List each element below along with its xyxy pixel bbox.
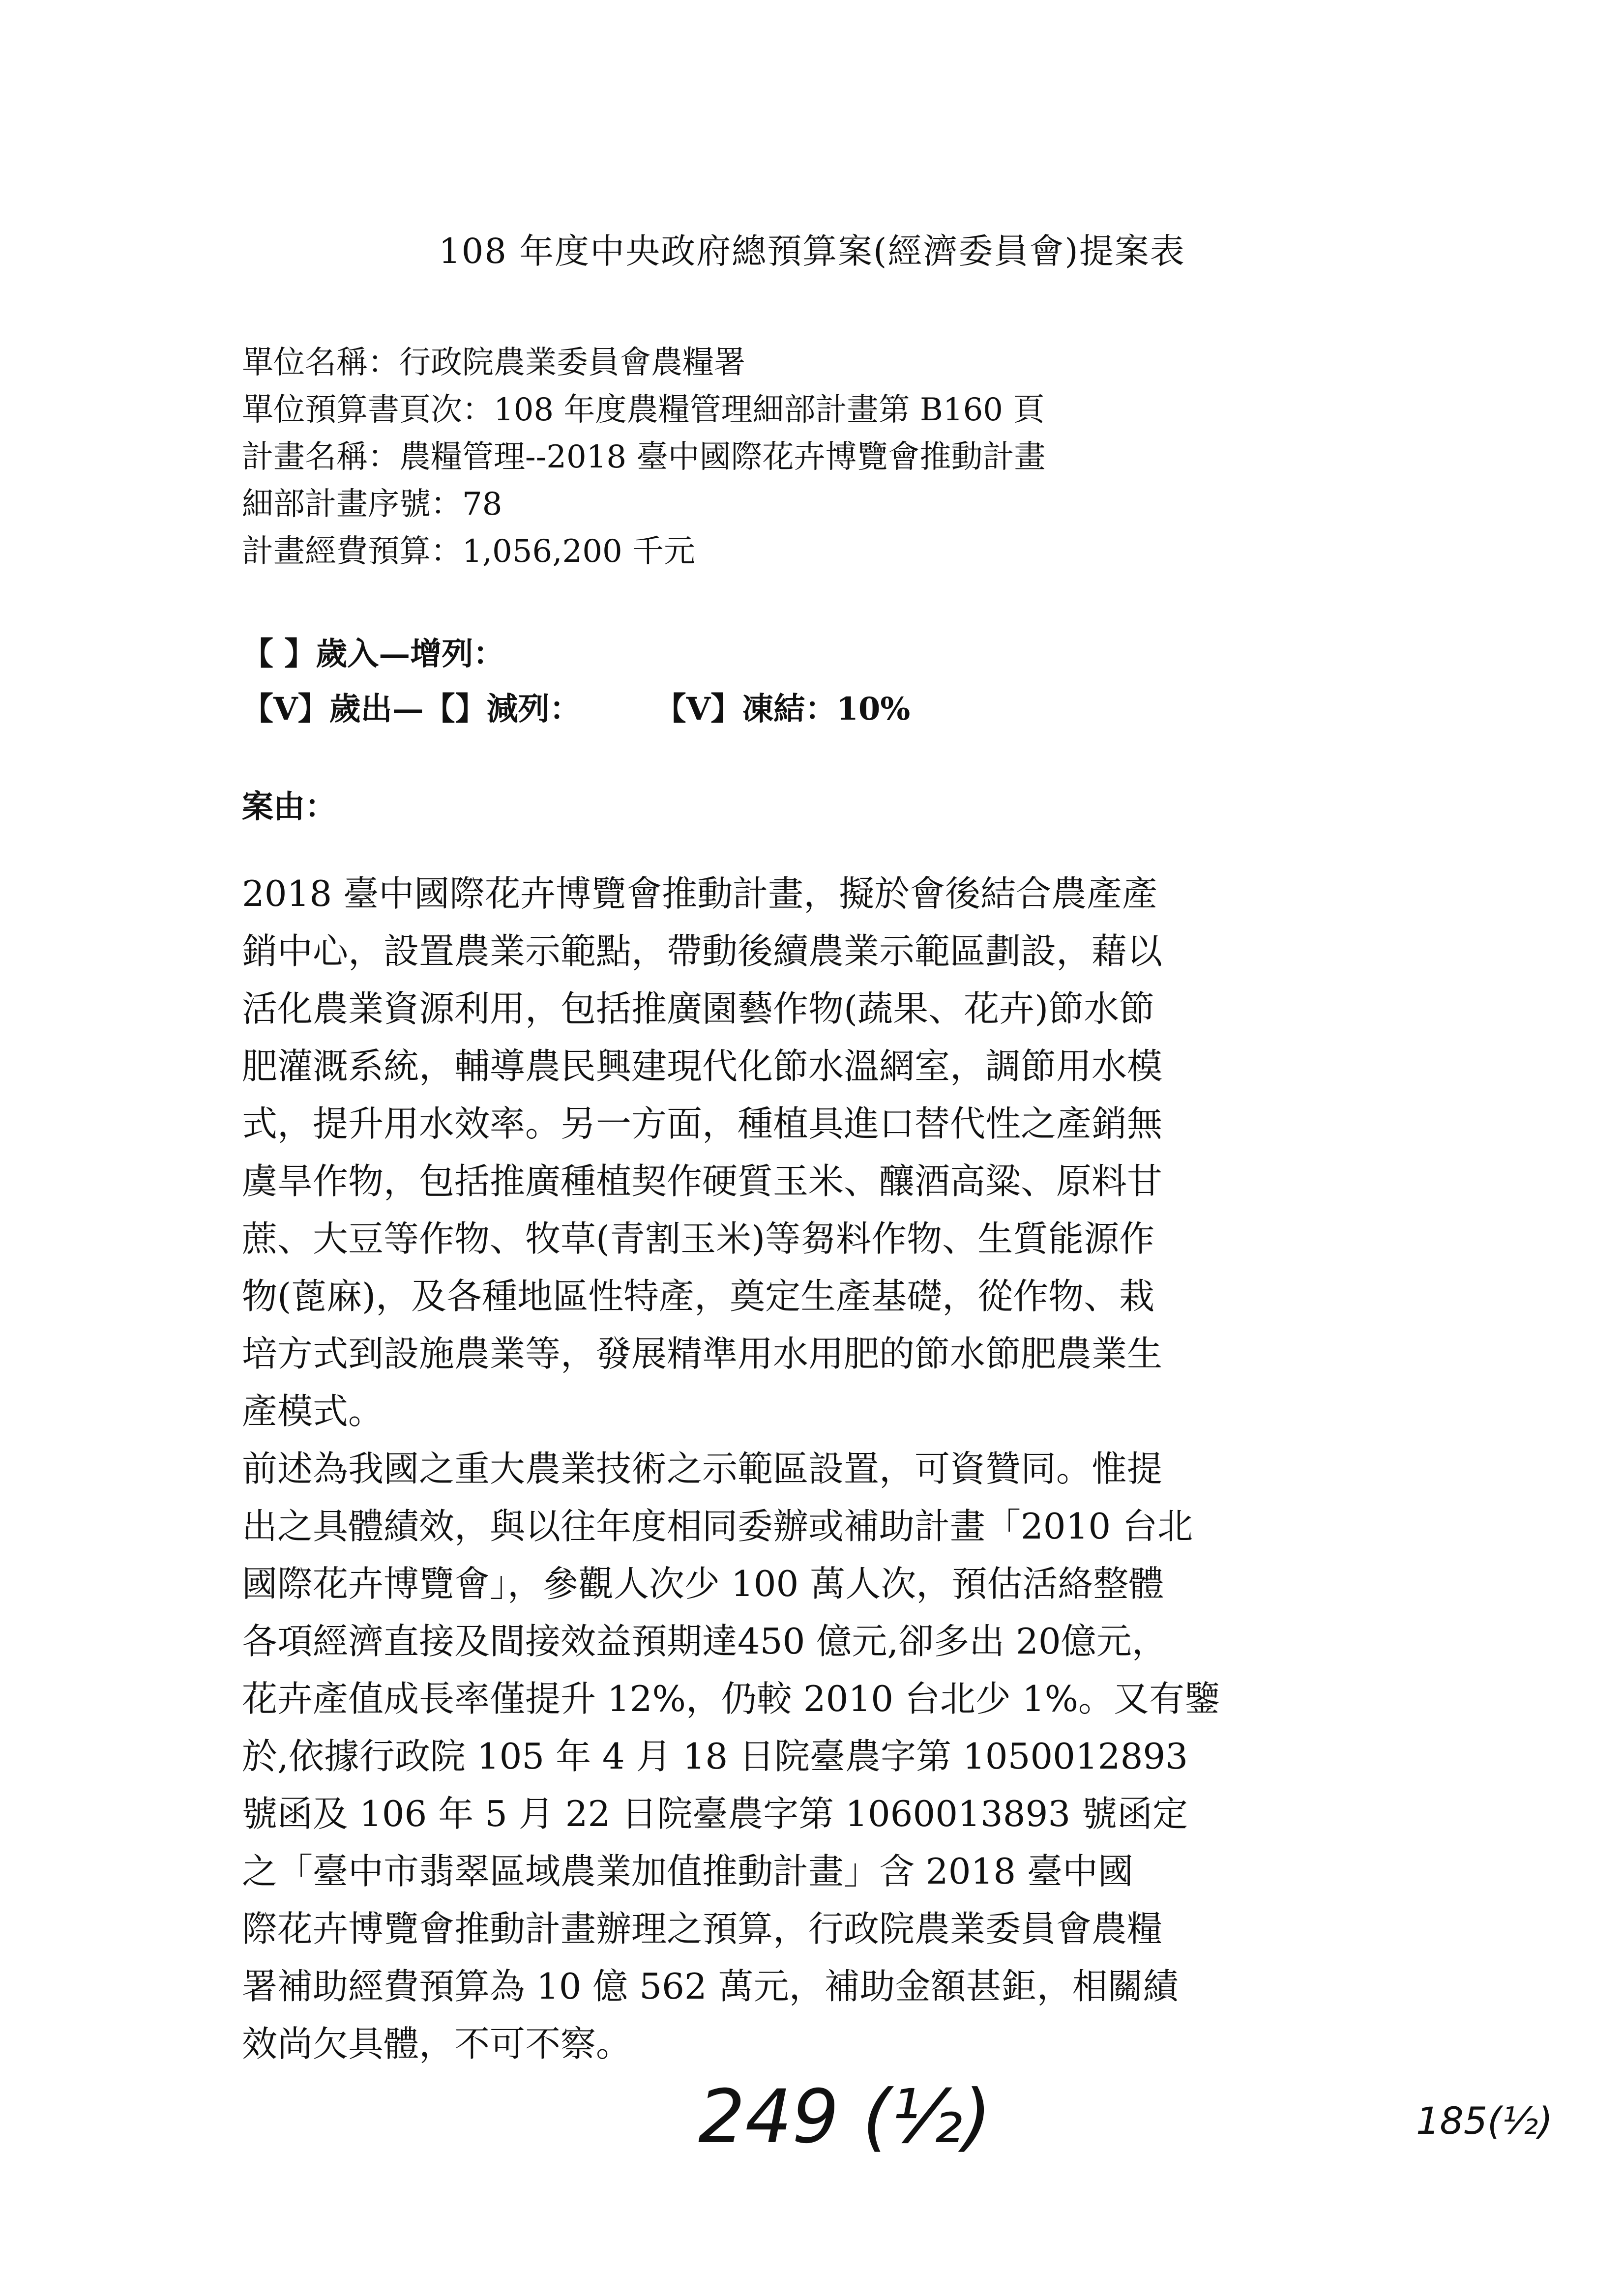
body-line: 2018 臺中國際花卉博覽會推動計畫，擬於會後結合農產產	[242, 873, 1158, 914]
plan-budget: 計畫經費預算：1,056,200 千元	[242, 533, 696, 570]
body-line: 署補助經費預算為 10 億 562 萬元，補助金額甚鉅，相關績	[242, 1966, 1179, 2007]
handwritten-side-number: 185(½)	[1416, 2099, 1553, 2143]
freeze-option: 【V】凍結：10%	[654, 691, 911, 727]
body-line: 於,依據行政院 105 年 4 月 18 日院臺農字第 1050012893	[242, 1736, 1188, 1777]
body-line: 虞旱作物，包括推廣種植契作硬質玉米、釀酒高粱、原料甘	[242, 1161, 1163, 1202]
reason-body	[242, 865, 1220, 2073]
body-line: 式，提升用水效率。另一方面，種植具進口替代性之產銷無	[242, 1103, 1163, 1144]
body-line: 培方式到設施農業等，發展精準用水用肥的節水節肥農業生	[242, 1333, 1163, 1374]
budget-page: 單位預算書頁次：108 年度農糧管理細部計畫第 B160 頁	[242, 392, 1045, 428]
sub-plan-number: 細部計畫序號：78	[242, 486, 502, 523]
body-line: 各項經濟直接及間接效益預期達450 億元,卻多出 20億元，	[242, 1621, 1167, 1662]
unit-name: 單位名稱：行政院農業委員會農糧署	[242, 345, 745, 381]
body-line: 之「臺中市翡翠區域農業加值推動計畫」含 2018 臺中國	[242, 1851, 1134, 1892]
body-line: 蔗、大豆等作物、牧草(青割玉米)等芻料作物、生質能源作	[242, 1218, 1155, 1259]
body-line: 出之具體績效，與以往年度相同委辦或補助計畫「2010 台北	[242, 1506, 1193, 1547]
handwritten-page-number: 249 (½)	[698, 2074, 992, 2160]
body-line: 國際花卉博覽會」，參觀人次少 100 萬人次，預估活絡整體	[242, 1563, 1164, 1604]
plan-name: 計畫名稱：農糧管理--2018 臺中國際花卉博覽會推動計畫	[242, 439, 1046, 475]
body-line: 效尚欠具體，不可不察。	[242, 2023, 632, 2064]
expenditure-options-row	[242, 682, 910, 737]
body-line: 花卉產值成長率僅提升 12%，仍較 2010 台北少 1%。又有鑒	[242, 1678, 1220, 1719]
metadata-block	[242, 339, 1045, 575]
body-line: 肥灌溉系統，輔導農民興建現代化節水溫網室，調節用水模	[242, 1046, 1163, 1087]
body-line: 產模式。	[242, 1391, 384, 1432]
body-line: 物(蓖麻)，及各種地區性特產，奠定生產基礎，從作物、栽	[242, 1276, 1155, 1317]
body-line: 活化農業資源利用，包括推廣園藝作物(蔬果、花卉)節水節	[242, 988, 1155, 1029]
body-line: 號函及 106 年 5 月 22 日院臺農字第 1060013893 號函定	[242, 1793, 1188, 1834]
body-line: 前述為我國之重大農業技術之示範區設置，可資贊同。惟提	[242, 1448, 1163, 1489]
proposal-options	[242, 627, 910, 737]
body-line: 際花卉博覽會推動計畫辦理之預算，行政院農業委員會農糧	[242, 1908, 1163, 1949]
document-title: 108 年度中央政府總預算案(經濟委員會)提案表	[439, 231, 1185, 271]
reason-label: 案由：	[242, 788, 336, 825]
expenditure-reduce-option: 【V】歲出—【】減列：	[242, 691, 581, 727]
revenue-increase-option: 【 】歲入—增列：	[242, 636, 505, 672]
body-line: 銷中心，設置農業示範點，帶動後續農業示範區劃設，藉以	[242, 930, 1163, 972]
